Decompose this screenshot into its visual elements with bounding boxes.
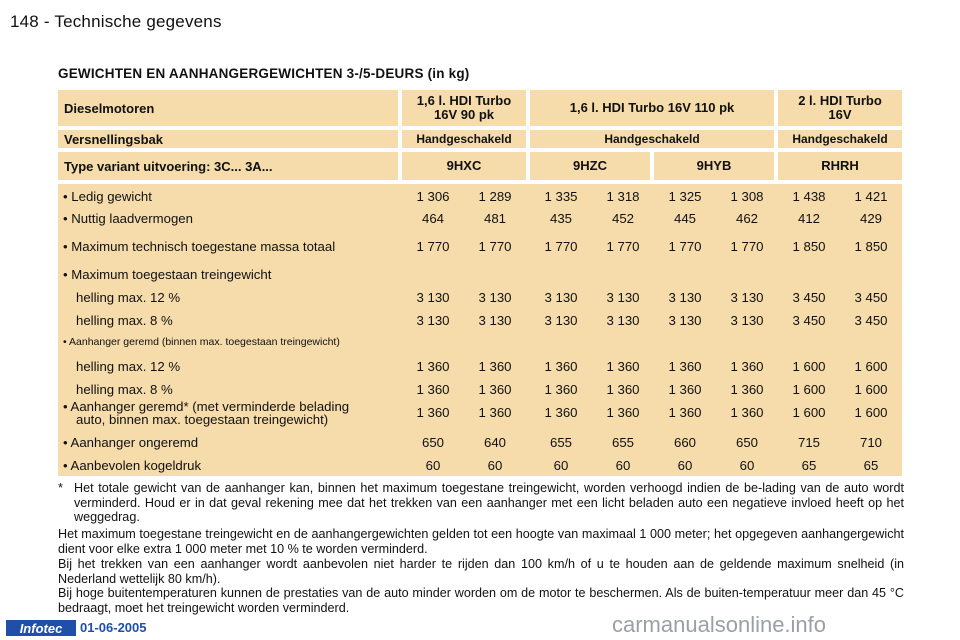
table-cell: 60 bbox=[487, 458, 503, 473]
row-label: • Nuttig laadvermogen bbox=[63, 211, 193, 226]
table-cell: 1 360 bbox=[416, 359, 450, 374]
row-label: • Aanhanger ongeremd bbox=[63, 435, 199, 450]
gearbox-2: Handgeschakeld bbox=[604, 132, 700, 146]
infotec-logo: Infotec bbox=[6, 620, 76, 636]
row-label: helling max. 8 % bbox=[76, 382, 173, 397]
table-cell: 660 bbox=[673, 435, 696, 450]
table-cell: 3 130 bbox=[478, 313, 512, 328]
row-label: helling max. 8 % bbox=[76, 313, 173, 328]
table-cell: 3 130 bbox=[416, 290, 450, 305]
table-cell: 1 360 bbox=[544, 359, 578, 374]
table-cell: 65 bbox=[801, 458, 817, 473]
table-cell: 3 450 bbox=[854, 290, 888, 305]
table-cell: 1 770 bbox=[478, 239, 512, 254]
table-cell: 3 130 bbox=[668, 313, 702, 328]
row-label: • Aanbevolen kogeldruk bbox=[63, 458, 202, 473]
table-cell: 1 360 bbox=[478, 359, 512, 374]
table-cell: 1 421 bbox=[854, 189, 888, 204]
table-cell: 462 bbox=[735, 211, 758, 226]
table-cell: 710 bbox=[859, 435, 882, 450]
row-label: • Aanhanger geremd (binnen max. toegestaan treingewicht) bbox=[63, 336, 340, 348]
table-cell: 1 850 bbox=[792, 239, 826, 254]
star-note bbox=[58, 481, 904, 525]
row-label: • Aanhanger geremd* (met verminderde belading auto, binnen max. toegestaan treingewicht) bbox=[63, 399, 350, 427]
table-cell: 464 bbox=[421, 211, 444, 226]
data-body-bg bbox=[58, 184, 902, 476]
table-cell: 3 130 bbox=[544, 313, 578, 328]
table-cell: 60 bbox=[425, 458, 441, 473]
table-cell: 1 325 bbox=[668, 189, 702, 204]
type-4: RHRH bbox=[821, 158, 859, 173]
table-cell: 1 289 bbox=[478, 189, 512, 204]
note-temperature: Bij hoge buitentemperaturen kunnen de prestaties van de auto minder worden om de motor te beschermen. Als de buiten-temperatuur meer dan 45 °C bedraagt, moet het treingewicht worden verminderd. bbox=[58, 586, 904, 615]
table-cell: 1 360 bbox=[478, 382, 512, 397]
table-cell: 1 360 bbox=[416, 405, 450, 420]
table-cell: 445 bbox=[673, 211, 696, 226]
gearbox-label: Versnellingsbak bbox=[64, 131, 163, 147]
table-cell: 1 360 bbox=[730, 405, 764, 420]
star-mark: * bbox=[58, 481, 63, 495]
table-cell: 1 600 bbox=[854, 405, 888, 420]
engine-2: 1,6 l. HDI Turbo 16V 110 pk bbox=[569, 100, 735, 115]
row-label: helling max. 12 % bbox=[76, 359, 181, 374]
table-cell: 715 bbox=[797, 435, 820, 450]
table-cell: 452 bbox=[611, 211, 634, 226]
table-cell: 3 450 bbox=[792, 313, 826, 328]
table-cell: 1 335 bbox=[544, 189, 578, 204]
table-cell: 1 438 bbox=[792, 189, 826, 204]
table-cell: 3 450 bbox=[854, 313, 888, 328]
row-label: helling max. 12 % bbox=[76, 290, 181, 305]
table-cell: 655 bbox=[611, 435, 634, 450]
row-label: • Ledig gewicht bbox=[63, 189, 152, 204]
page-header: 148 - Technische gegevens bbox=[10, 12, 222, 31]
engine-3: 2 l. HDI Turbo 16V bbox=[798, 93, 882, 122]
table-cell: 429 bbox=[859, 211, 882, 226]
watermark: carmanualsonline.info bbox=[612, 612, 827, 637]
table-cell: 1 360 bbox=[668, 405, 702, 420]
table-cell: 1 360 bbox=[544, 382, 578, 397]
table-cell: 1 360 bbox=[416, 382, 450, 397]
table-cell: 3 130 bbox=[416, 313, 450, 328]
star-note-text: Het totale gewicht van de aanhanger kan, binnen het maximum toegestane treingewicht, worden verhoogd indien de be-lading van de auto wordt verminderd. Houd er in dat geval rekening mee dat het trekken van een aanhanger met een licht beladen auto een negatieve invloed heeft op het weggedrag. bbox=[74, 481, 904, 524]
table-cell: 3 130 bbox=[478, 290, 512, 305]
table-cell: 60 bbox=[615, 458, 631, 473]
type-label: Type variant uitvoering: 3C... 3A... bbox=[64, 158, 273, 174]
table-cell: 1 360 bbox=[668, 382, 702, 397]
print-date: 01-06-2005 bbox=[80, 620, 147, 635]
gearbox-3: Handgeschakeld bbox=[792, 132, 888, 146]
table-cell: 1 308 bbox=[730, 189, 764, 204]
table-cell: 1 850 bbox=[854, 239, 888, 254]
table-cell: 3 130 bbox=[730, 290, 764, 305]
engine-1: 1,6 l. HDI Turbo 16V 90 pk bbox=[416, 93, 512, 122]
table-cell: 1 360 bbox=[730, 382, 764, 397]
table-cell: 3 130 bbox=[544, 290, 578, 305]
table-cell: 650 bbox=[735, 435, 758, 450]
note-speed: Bij het trekken van een aanhanger wordt aanbevolen niet harder te rijden dan 100 km/h of u te houden aan de geldende maximum snelheid (in Nederland wettelijk 80 km/h). bbox=[58, 557, 904, 586]
table-cell: 435 bbox=[549, 211, 572, 226]
table-cell: 1 600 bbox=[854, 382, 888, 397]
table-cell: 1 770 bbox=[730, 239, 764, 254]
row-label: • Maximum technisch toegestane massa totaal bbox=[63, 239, 336, 254]
table-cell: 3 130 bbox=[606, 313, 640, 328]
table-cell: 1 770 bbox=[416, 239, 450, 254]
table-cell: 60 bbox=[553, 458, 569, 473]
table-cell: 3 130 bbox=[606, 290, 640, 305]
table-cell: 1 770 bbox=[606, 239, 640, 254]
table-cell: 1 306 bbox=[416, 189, 450, 204]
table-cell: 1 360 bbox=[606, 359, 640, 374]
table-cell: 1 600 bbox=[854, 359, 888, 374]
table-cell: 3 130 bbox=[668, 290, 702, 305]
table-cell: 655 bbox=[549, 435, 572, 450]
note-altitude: Het maximum toegestane treingewicht en de aanhangergewichten gelden tot een hoogte van maximaal 1 000 meter; het opgegeven aanhangergewicht dient voor elke extra 1 000 meter met 10 % te worden verminderd. bbox=[58, 527, 904, 556]
table-cell: 60 bbox=[739, 458, 755, 473]
table-cell: 640 bbox=[483, 435, 506, 450]
table-cell: 1 770 bbox=[668, 239, 702, 254]
table-cell: 65 bbox=[863, 458, 879, 473]
table-cell: 412 bbox=[797, 211, 820, 226]
section-title: GEWICHTEN EN AANHANGERGEWICHTEN 3-/5-DEURS (in kg) bbox=[58, 66, 470, 81]
type-2: 9HZC bbox=[573, 158, 607, 173]
engine-label: Dieselmotoren bbox=[64, 100, 155, 116]
table-cell: 3 450 bbox=[792, 290, 826, 305]
table-cell: 481 bbox=[483, 211, 506, 226]
table-cell: 1 360 bbox=[544, 405, 578, 420]
gearbox-1: Handgeschakeld bbox=[416, 132, 512, 146]
table-cell: 60 bbox=[677, 458, 693, 473]
table-cell: 650 bbox=[421, 435, 444, 450]
table-cell: 1 600 bbox=[792, 405, 826, 420]
table-cell: 3 130 bbox=[730, 313, 764, 328]
table-cell: 1 360 bbox=[606, 382, 640, 397]
table-cell: 1 360 bbox=[606, 405, 640, 420]
table-cell: 1 770 bbox=[544, 239, 578, 254]
table-cell: 1 600 bbox=[792, 359, 826, 374]
table-cell: 1 360 bbox=[478, 405, 512, 420]
type-3: 9HYB bbox=[696, 158, 732, 173]
row-label: • Maximum toegestaan treingewicht bbox=[63, 267, 272, 282]
table-cell: 1 360 bbox=[668, 359, 702, 374]
table-cell: 1 600 bbox=[792, 382, 826, 397]
type-1: 9HXC bbox=[446, 158, 482, 173]
table-cell: 1 360 bbox=[730, 359, 764, 374]
table-cell: 1 318 bbox=[606, 189, 640, 204]
